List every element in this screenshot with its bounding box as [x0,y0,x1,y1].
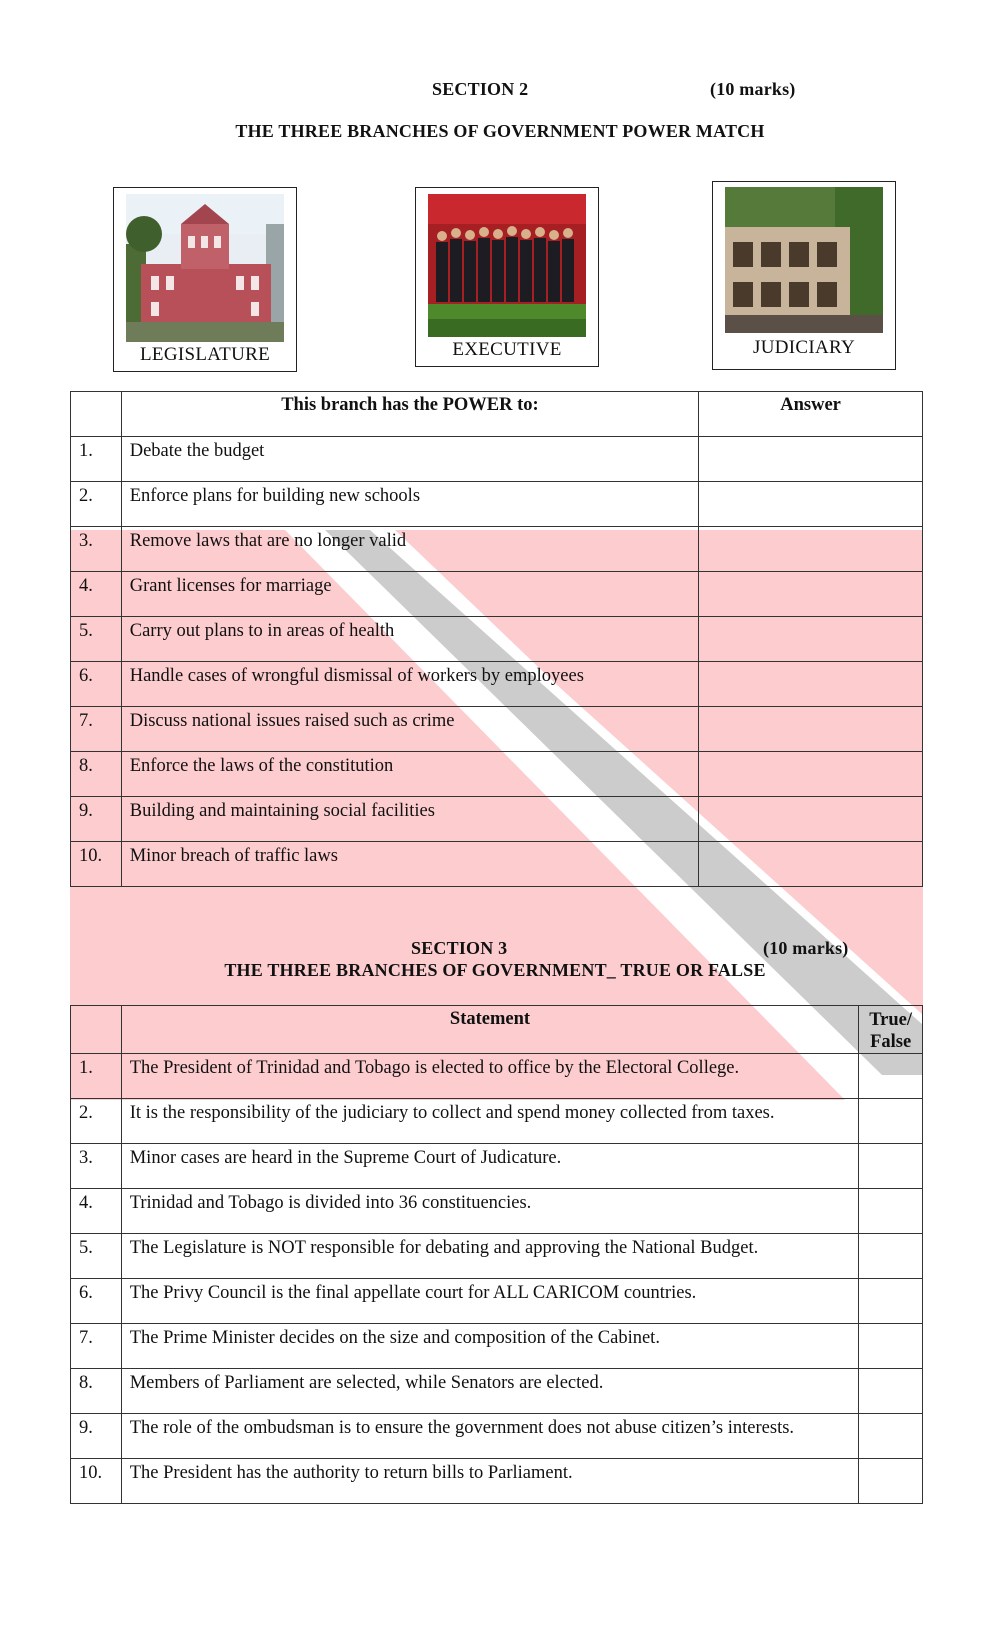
row-number: 4. [71,1189,122,1234]
row-text: Grant licenses for marriage [121,572,698,617]
officials-group-icon [428,194,586,337]
answer-cell[interactable] [859,1144,923,1189]
row-number: 10. [71,842,122,887]
table-row [71,1189,923,1234]
executive-picture [415,187,599,367]
row-text: Debate the budget [121,437,698,482]
row-number: 4. [71,572,122,617]
row-number: 6. [71,1279,122,1324]
header-blank-cell [71,392,122,437]
row-text: Discuss national issues raised such as crime [121,707,698,752]
header-blank-cell [71,1006,122,1054]
table-row [71,437,923,482]
table-row [71,527,923,572]
row-text: Handle cases of wrongful dismissal of workers by employees [121,662,698,707]
row-text: The Privy Council is the final appellate court for ALL CARICOM countries. [121,1279,859,1324]
row-number: 3. [71,1144,122,1189]
answer-cell[interactable] [699,842,923,887]
answer-cell[interactable] [699,482,923,527]
table-row [71,617,923,662]
row-text: The role of the ombudsman is to ensure the government does not abuse citizen’s interests. [121,1414,859,1459]
row-number: 1. [71,1054,122,1099]
answer-cell[interactable] [859,1279,923,1324]
answer-cell[interactable] [699,617,923,662]
executive-label: EXECUTIVE [452,339,562,360]
row-text: Minor cases are heard in the Supreme Court of Judicature. [121,1144,859,1189]
statement-column-header: Statement [121,1006,859,1054]
table-row [71,1459,923,1504]
row-number: 5. [71,1234,122,1279]
table-row [71,1099,923,1144]
row-number: 2. [71,482,122,527]
true-false-column-header [859,1006,923,1054]
table-row [71,842,923,887]
judiciary-picture [712,181,896,370]
row-text: The President of Trinidad and Tobago is elected to office by the Electoral College. [121,1054,859,1099]
row-text: Remove laws that are no longer valid [121,527,698,572]
answer-cell[interactable] [859,1459,923,1504]
true-false-header-line1: True/ [869,1010,913,1030]
table-row [71,572,923,617]
table-row [71,797,923,842]
section2-title: SECTION 2 [432,79,529,99]
table-row [71,752,923,797]
answer-cell[interactable] [859,1324,923,1369]
hall-of-justice-icon [725,187,883,333]
row-number: 9. [71,797,122,842]
row-number: 9. [71,1414,122,1459]
row-number: 1. [71,437,122,482]
row-number: 7. [71,1324,122,1369]
answer-cell[interactable] [699,572,923,617]
section3-marks: (10 marks) [763,938,849,958]
true-false-header-line2: False [870,1032,912,1052]
section3-subtitle: THE THREE BRANCHES OF GOVERNMENT_ TRUE OR FALSE [224,960,766,980]
answer-cell[interactable] [699,707,923,752]
row-number: 5. [71,617,122,662]
answer-cell[interactable] [859,1054,923,1099]
table-row [71,1234,923,1279]
row-text: It is the responsibility of the judiciary to collect and spend money collected from taxes. [121,1099,859,1144]
row-text: The President has the authority to return bills to Parliament. [121,1459,859,1504]
answer-cell[interactable] [859,1189,923,1234]
answer-cell[interactable] [859,1099,923,1144]
table-row [71,707,923,752]
row-text: The Prime Minister decides on the size and composition of the Cabinet. [121,1324,859,1369]
answer-column-header: Answer [699,392,923,437]
table-row [71,1414,923,1459]
table-row [71,662,923,707]
judiciary-label: JUDICIARY [753,337,855,358]
section2-subtitle: THE THREE BRANCHES OF GOVERNMENT POWER MATCH [235,121,765,141]
answer-cell[interactable] [699,437,923,482]
table-row [71,1054,923,1099]
red-house-icon [126,194,284,342]
row-text: Enforce plans for building new schools [121,482,698,527]
table-row [71,482,923,527]
table-row [71,1279,923,1324]
table-row [71,1144,923,1189]
legislature-label: LEGISLATURE [140,344,270,365]
section3-title: SECTION 3 [411,938,508,958]
table-row [71,1369,923,1414]
answer-cell[interactable] [859,1414,923,1459]
row-text: Building and maintaining social facilities [121,797,698,842]
power-match-table [70,391,923,887]
row-number: 8. [71,1369,122,1414]
true-false-table [70,1005,923,1504]
row-text: Enforce the laws of the constitution [121,752,698,797]
row-text: Minor breach of traffic laws [121,842,698,887]
table-row [71,1324,923,1369]
row-number: 8. [71,752,122,797]
row-text: Members of Parliament are selected, while Senators are elected. [121,1369,859,1414]
answer-cell[interactable] [859,1369,923,1414]
section2-marks: (10 marks) [710,79,796,99]
row-text: The Legislature is NOT responsible for debating and approving the National Budget. [121,1234,859,1279]
row-number: 6. [71,662,122,707]
answer-cell[interactable] [699,797,923,842]
row-number: 3. [71,527,122,572]
answer-cell[interactable] [699,527,923,572]
answer-cell[interactable] [699,752,923,797]
power-column-header: This branch has the POWER to: [121,392,698,437]
row-number: 10. [71,1459,122,1504]
row-number: 7. [71,707,122,752]
row-number: 2. [71,1099,122,1144]
legislature-picture [113,187,297,372]
answer-cell[interactable] [699,662,923,707]
row-text: Carry out plans to in areas of health [121,617,698,662]
answer-cell[interactable] [859,1234,923,1279]
row-text: Trinidad and Tobago is divided into 36 constituencies. [121,1189,859,1234]
